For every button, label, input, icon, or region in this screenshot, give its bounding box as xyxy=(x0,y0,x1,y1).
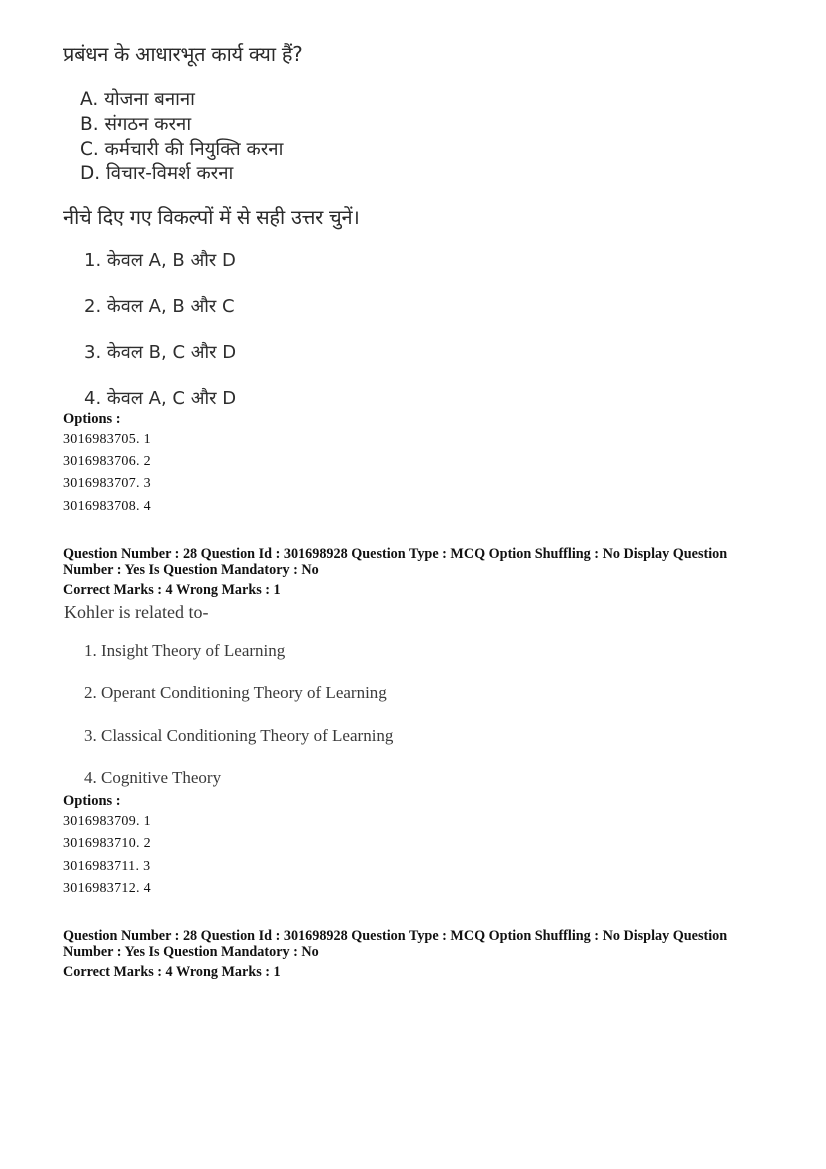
choice-2: 2. केवल A, B और C xyxy=(84,296,235,317)
question-meta-line2: Number : Yes Is Question Mandatory : No xyxy=(63,944,319,960)
question-meta-line2: Number : Yes Is Question Mandatory : No xyxy=(63,562,319,578)
question-meta-line1: Question Number : 28 Question Id : 301698928 Question Type : MCQ Option Shuffling : No Display Question xyxy=(63,928,728,944)
option-id-1: 3016983705. 1 xyxy=(63,432,151,447)
option-id-3: 3016983711. 3 xyxy=(63,859,151,874)
statement-c: C. कर्मचारी की नियुक्ति करना xyxy=(80,139,284,160)
option-id-3: 3016983707. 3 xyxy=(63,476,151,491)
marks-line: Correct Marks : 4 Wrong Marks : 1 xyxy=(63,582,281,598)
instruction-text: नीचे दिए गए विकल्पों में से सही उत्तर चुनें। xyxy=(63,205,360,229)
options-label: Options : xyxy=(63,411,121,427)
option-id-2: 3016983710. 2 xyxy=(63,836,151,851)
question-text: Kohler is related to- xyxy=(64,602,209,622)
choice-4: 4. Cognitive Theory xyxy=(84,768,222,787)
option-id-4: 3016983712. 4 xyxy=(63,881,151,896)
option-id-1: 3016983709. 1 xyxy=(63,814,151,829)
choice-1: 1. केवल A, B और D xyxy=(84,250,236,271)
choice-3: 3. Classical Conditioning Theory of Learning xyxy=(84,726,394,745)
question-meta-line1: Question Number : 28 Question Id : 301698928 Question Type : MCQ Option Shuffling : No Display Question xyxy=(63,546,728,562)
choice-1: 1. Insight Theory of Learning xyxy=(84,641,286,660)
question-text: प्रबंधन के आधारभूत कार्य क्या हैं? xyxy=(63,42,303,66)
option-id-4: 3016983708. 4 xyxy=(63,499,151,514)
statement-d: D. विचार-विमर्श करना xyxy=(80,163,234,184)
statement-b: B. संगठन करना xyxy=(80,114,192,135)
choice-3: 3. केवल B, C और D xyxy=(84,342,237,363)
options-label: Options : xyxy=(63,793,121,809)
marks-line: Correct Marks : 4 Wrong Marks : 1 xyxy=(63,964,281,980)
choice-2: 2. Operant Conditioning Theory of Learning xyxy=(84,683,387,702)
choice-4: 4. केवल A, C और D xyxy=(84,388,237,409)
statement-a: A. योजना बनाना xyxy=(80,89,195,110)
option-id-2: 3016983706. 2 xyxy=(63,454,151,469)
